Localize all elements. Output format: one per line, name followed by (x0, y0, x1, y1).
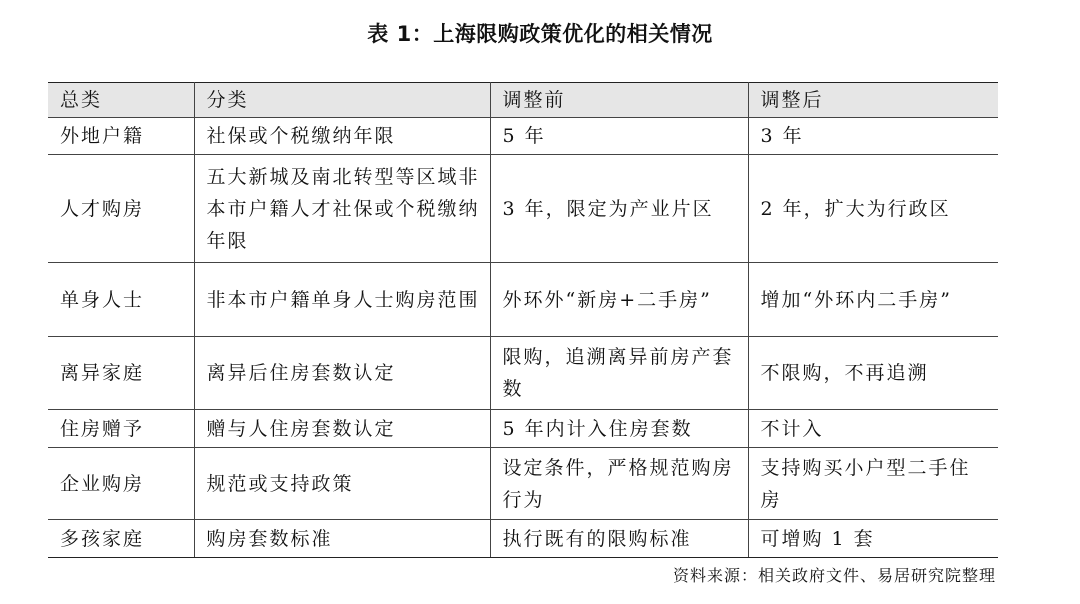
table-row (48, 263, 998, 337)
header-cell: 分类 (194, 83, 490, 118)
header-cell: 调整前 (490, 83, 748, 118)
table-title: 表 1：上海限购政策优化的相关情况 (367, 22, 713, 46)
table-cell: 不计入 (748, 410, 998, 448)
table-cell: 5 年内计入住房套数 (490, 410, 748, 448)
table-cell: 设定条件，严格规范购房行为 (490, 448, 748, 520)
table-cell: 可增购 1 套 (748, 520, 998, 558)
table-cell: 离异后住房套数认定 (194, 337, 490, 410)
table-cell: 规范或支持政策 (194, 448, 490, 520)
table-cell: 限购，追溯离异前房产套数 (490, 337, 748, 410)
table-cell: 离异家庭 (48, 337, 194, 410)
header-cell: 调整后 (748, 83, 998, 118)
table-cell: 增加“外环内二手房” (748, 263, 998, 337)
table-cell: 住房赠予 (48, 410, 194, 448)
table-cell: 3 年 (748, 118, 998, 155)
table-row (48, 410, 998, 448)
policy-table (48, 82, 998, 558)
table-cell: 非本市户籍单身人士购房范围 (194, 263, 490, 337)
table-cell: 人才购房 (48, 155, 194, 263)
table-cell: 外环外“新房+二手房” (490, 263, 748, 337)
table-row (48, 155, 998, 263)
table-header (48, 83, 998, 118)
table-row (48, 520, 998, 558)
table-cell: 企业购房 (48, 448, 194, 520)
source-note: 资料来源：相关政府文件、易居研究院整理 (672, 566, 996, 585)
table-cell: 5 年 (490, 118, 748, 155)
table-cell: 社保或个税缴纳年限 (194, 118, 490, 155)
table-row (48, 337, 998, 410)
table-cell: 3 年，限定为产业片区 (490, 155, 748, 263)
table-cell: 五大新城及南北转型等区域非本市户籍人才社保或个税缴纳年限 (194, 155, 490, 263)
table-cell: 多孩家庭 (48, 520, 194, 558)
table-row (48, 118, 998, 155)
header-cell: 总类 (48, 83, 194, 118)
table-cell: 单身人士 (48, 263, 194, 337)
table-cell: 购房套数标准 (194, 520, 490, 558)
table-cell: 外地户籍 (48, 118, 194, 155)
table-body (48, 118, 998, 558)
table-cell: 执行既有的限购标准 (490, 520, 748, 558)
table-cell: 不限购，不再追溯 (748, 337, 998, 410)
table-cell: 支持购买小户型二手住房 (748, 448, 998, 520)
table-cell: 2 年，扩大为行政区 (748, 155, 998, 263)
table-row (48, 448, 998, 520)
table-cell: 赠与人住房套数认定 (194, 410, 490, 448)
header-row (48, 83, 998, 118)
